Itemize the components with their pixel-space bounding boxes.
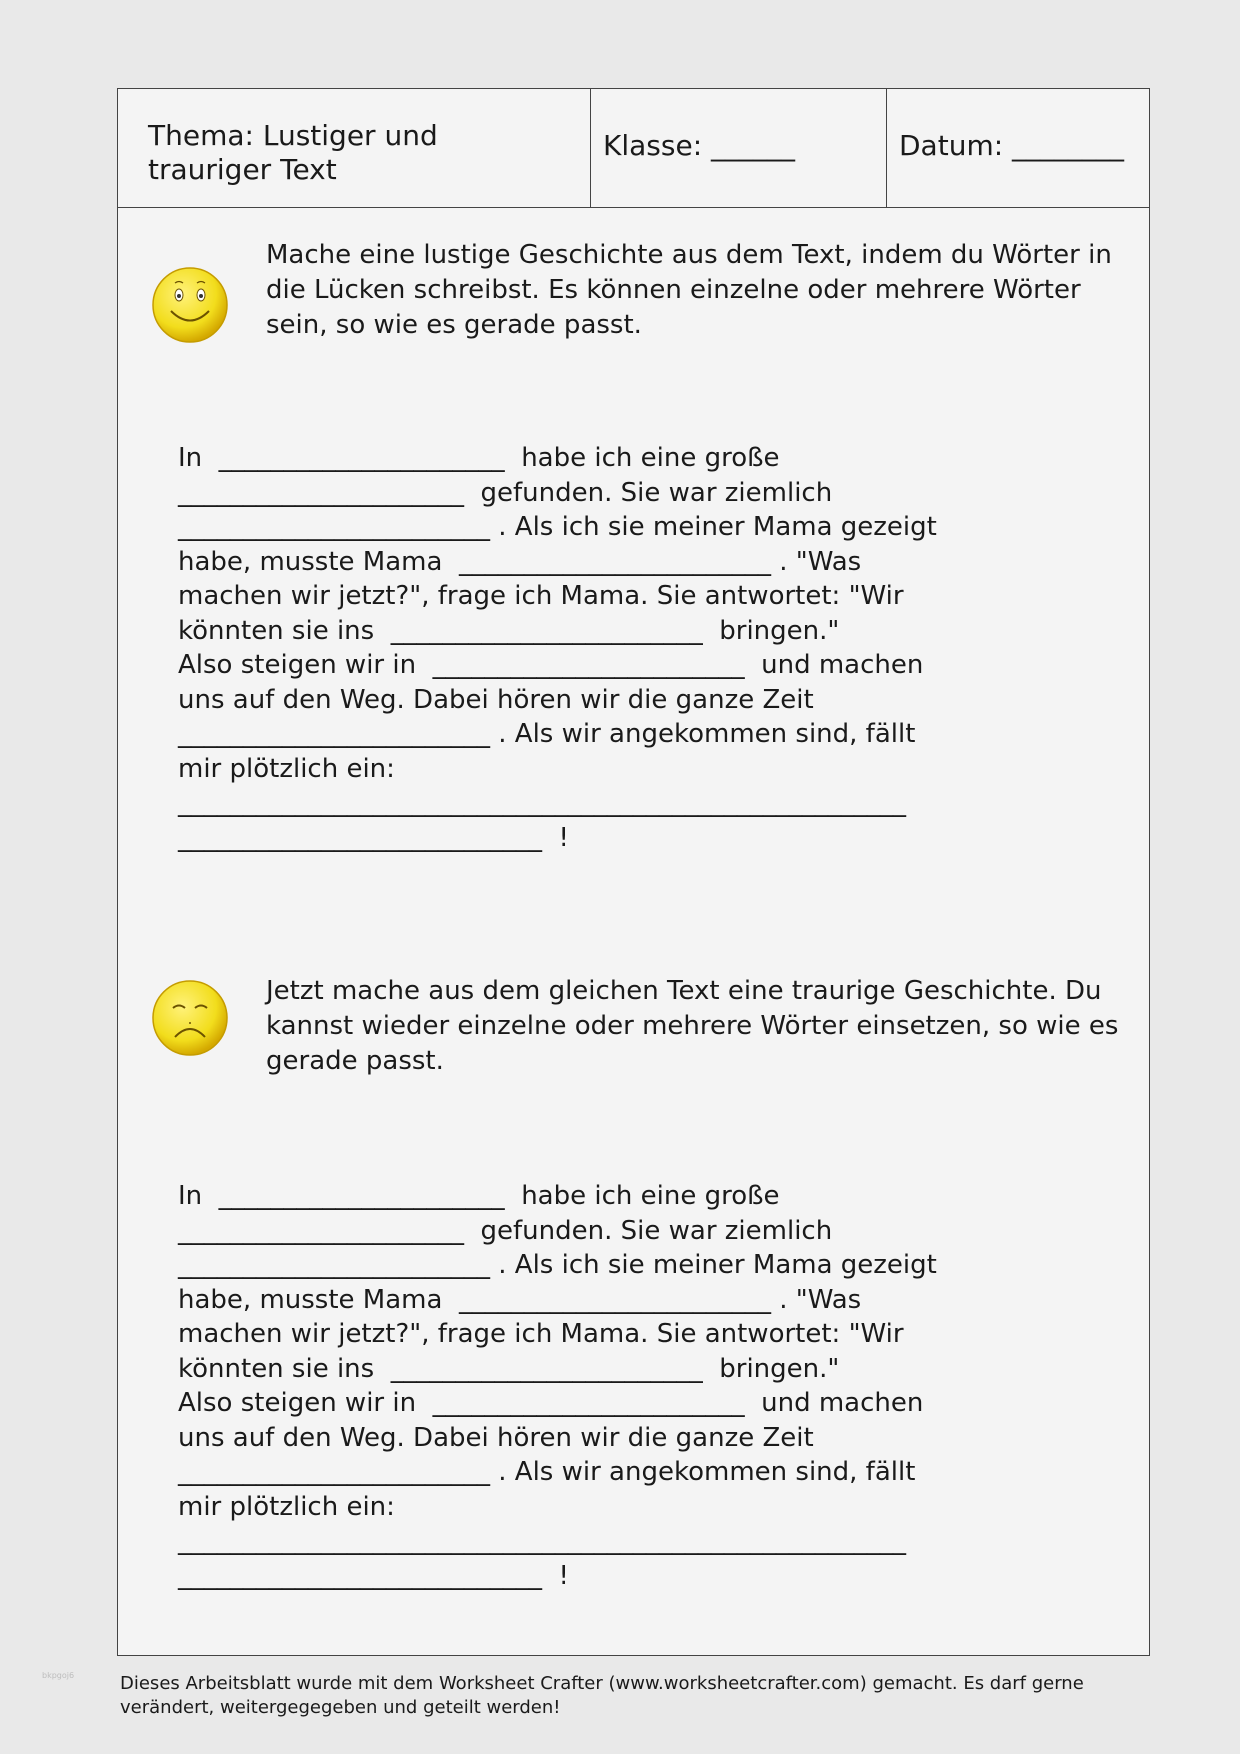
sad-story <box>178 1179 1108 1593</box>
happy-smiley-icon <box>151 266 229 344</box>
sad-smiley-icon <box>151 979 229 1057</box>
story-line: machen wir jetzt?", frage ich Mama. Sie antwortet: "Wir <box>178 581 904 611</box>
topic-title: Thema: Lustiger und trauriger Text <box>148 119 438 186</box>
story-line: ____________________________ ! <box>178 822 569 853</box>
class-field: Klasse: ______ <box>603 129 796 162</box>
story-line: ________________________________________________________ <box>178 1526 906 1556</box>
story-line: In ______________________ habe ich eine große <box>178 1181 780 1211</box>
story-line: ________________________ . Als wir angekommen sind, fällt <box>178 719 916 749</box>
date-field: Datum: ________ <box>899 129 1125 162</box>
watermark-text: bkpgoj6 <box>42 1671 75 1680</box>
worksheet <box>117 88 1150 1656</box>
story-line: machen wir jetzt?", frage ich Mama. Sie antwortet: "Wir <box>178 1319 904 1349</box>
story-line: könnten sie ins ________________________ bringen." <box>178 1353 840 1384</box>
topic-cell <box>118 89 591 207</box>
story-line: uns auf den Weg. Dabei hören wir die ganze Zeit <box>178 1422 814 1453</box>
story-line: ________________________________________________________ <box>178 788 906 818</box>
story-line: uns auf den Weg. Dabei hören wir die ganze Zeit <box>178 684 814 715</box>
story-line: Also steigen wir in ________________________ und machen <box>178 650 924 680</box>
story-line: In ______________________ habe ich eine große <box>178 443 780 473</box>
footer-note: Dieses Arbeitsblatt wurde mit dem Worksheet Crafter (www.worksheetcrafter.com) gemacht. Es darf gerne verändert, weitergegegeben und geteilt werden! <box>120 1673 1084 1718</box>
story-line: mir plötzlich ein: <box>178 753 395 784</box>
story-line: ________________________ . Als ich sie meiner Mama gezeigt <box>178 512 937 542</box>
story-line: ____________________________ ! <box>178 1560 569 1591</box>
story-line: ______________________ gefunden. Sie war ziemlich <box>178 477 833 508</box>
story-line: ________________________ . Als wir angekommen sind, fällt <box>178 1457 916 1487</box>
worksheet-header <box>118 89 1149 208</box>
story-line: könnten sie ins ________________________ bringen." <box>178 615 840 646</box>
story-line: ______________________ gefunden. Sie war ziemlich <box>178 1215 833 1246</box>
story-line: ________________________ . Als ich sie meiner Mama gezeigt <box>178 1250 937 1280</box>
class-cell <box>591 89 887 207</box>
date-cell <box>887 89 1151 207</box>
story-line: Also steigen wir in ________________________ und machen <box>178 1388 924 1418</box>
story-line: habe, musste Mama ________________________ . "Was <box>178 546 862 577</box>
sad-instruction: Jetzt mache aus dem gleichen Text eine traurige Geschichte. Du kannst wieder einzelne oder mehrere Wörter einsetzen, so wie es gerade passt. <box>266 976 1119 1076</box>
happy-instruction: Mache eine lustige Geschichte aus dem Text, indem du Wörter in die Lücken schreibst. Es können einzelne oder mehrere Wörter sein, so wie es gerade passt. <box>266 240 1112 340</box>
story-line: habe, musste Mama ________________________ . "Was <box>178 1284 862 1315</box>
happy-story <box>178 441 1108 855</box>
story-line: mir plötzlich ein: <box>178 1491 395 1522</box>
